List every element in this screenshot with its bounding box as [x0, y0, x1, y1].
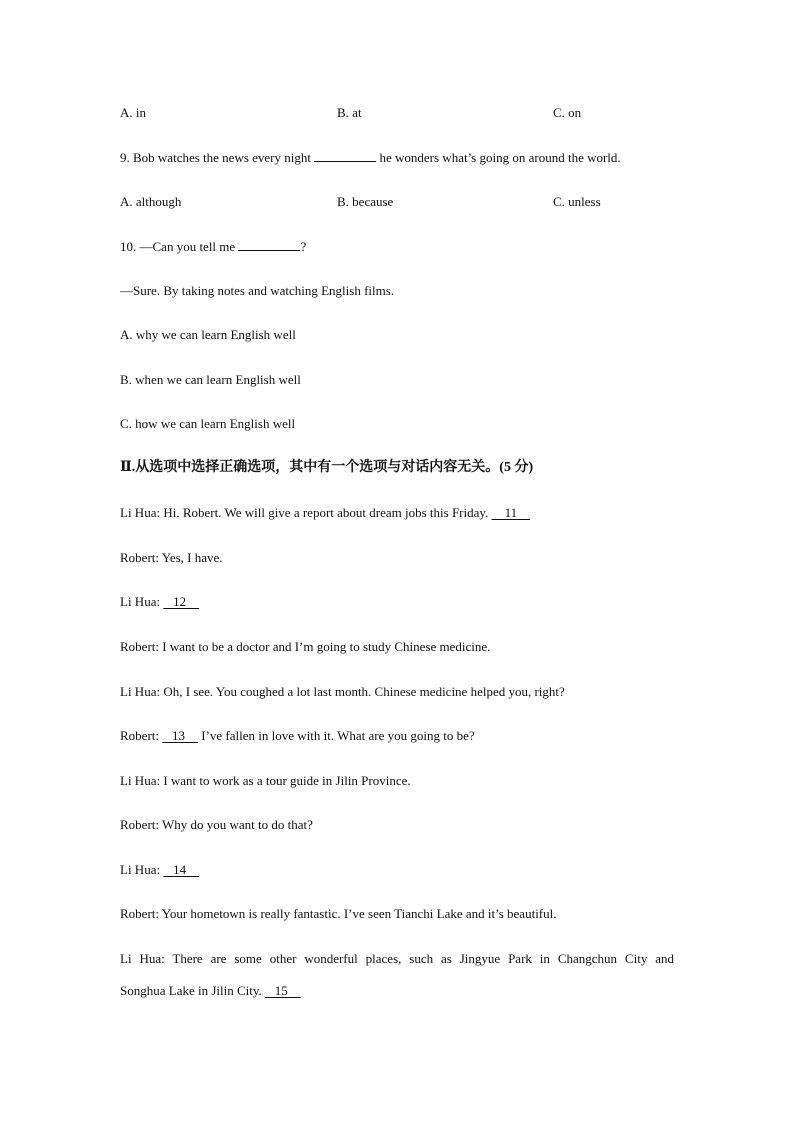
dialogue-text: Robert: Your hometown is really fantastic. I’ve seen Tianchi Lake and it’s beautiful.	[120, 906, 557, 921]
dialogue-line	[120, 683, 565, 701]
q9-option-a: A. although	[120, 194, 182, 209]
dialogue-text: Li Hua:	[120, 862, 164, 877]
q9-option-b: B. because	[337, 194, 394, 209]
q8-option-c: C. on	[553, 105, 582, 120]
q9-stem-before: 9. Bob watches the news every night	[120, 150, 315, 165]
dialogue-line	[120, 638, 490, 656]
dialogue-line	[120, 905, 557, 923]
q10-option-b: B. when we can learn English well	[120, 372, 301, 387]
dialogue-line	[120, 861, 199, 879]
blank-12: 12	[163, 594, 200, 609]
dialogue-text: Robert:	[120, 728, 163, 743]
dialogue-text: Robert: Why do you want to do that?	[120, 817, 313, 832]
dialogue-line	[120, 772, 411, 790]
dialogue-line	[120, 504, 530, 522]
blank-15: 15	[265, 983, 301, 998]
dialogue-line	[120, 593, 199, 611]
dialogue-text: I’ve fallen in love with it. What are you going to be?	[198, 728, 475, 743]
dialogue-text: Robert: Yes, I have.	[120, 550, 223, 565]
blank-11: 11	[491, 505, 531, 520]
q10-option-a: A. why we can learn English well	[120, 327, 296, 342]
q10-stem-before: 10. —Can you tell me	[120, 239, 239, 254]
q10-blank	[238, 237, 300, 251]
dialogue-line	[120, 816, 313, 834]
dialogue-text: Li Hua: Oh, I see. You coughed a lot last month. Chinese medicine helped you, right?	[120, 684, 565, 699]
dialogue-text: Robert: I want to be a doctor and I’m going to study Chinese medicine.	[120, 639, 491, 654]
dialogue-text: Li Hua:	[120, 594, 164, 609]
q9-stem-after: he wonders what’s going on around the world.	[376, 150, 621, 165]
dialogue-line	[120, 727, 475, 745]
section-2-heading: Ⅱ.从选项中选择正确选项，其中有一个选项与对话内容无关。(5 分)	[120, 460, 534, 475]
q10-reply: —Sure. By taking notes and watching English films.	[120, 283, 395, 298]
dialogue-text: Songhua Lake in Jilin City.	[120, 983, 266, 998]
q9-stem	[120, 148, 621, 167]
dialogue-line	[120, 982, 301, 1000]
q10-stem-after: ?	[300, 239, 307, 254]
q9-option-c: C. unless	[553, 194, 601, 209]
dialogue-text: Li Hua: Hi. Robert. We will give a report about dream jobs this Friday.	[120, 505, 492, 520]
blank-14: 14	[163, 862, 200, 877]
dialogue-text: Li Hua: I want to work as a tour guide in Jilin Province.	[120, 773, 411, 788]
blank-13: 13	[162, 728, 198, 743]
q10-stem	[120, 237, 306, 256]
dialogue-line: Li Hua: There are some other wonderful places, such as Jingyue Park in Changchun City and	[120, 951, 674, 966]
q10-option-c: C. how we can learn English well	[120, 416, 296, 431]
q8-option-a: A. in	[120, 105, 146, 120]
q8-option-b: B. at	[337, 105, 362, 120]
q9-blank	[314, 148, 376, 162]
dialogue-line	[120, 549, 223, 567]
